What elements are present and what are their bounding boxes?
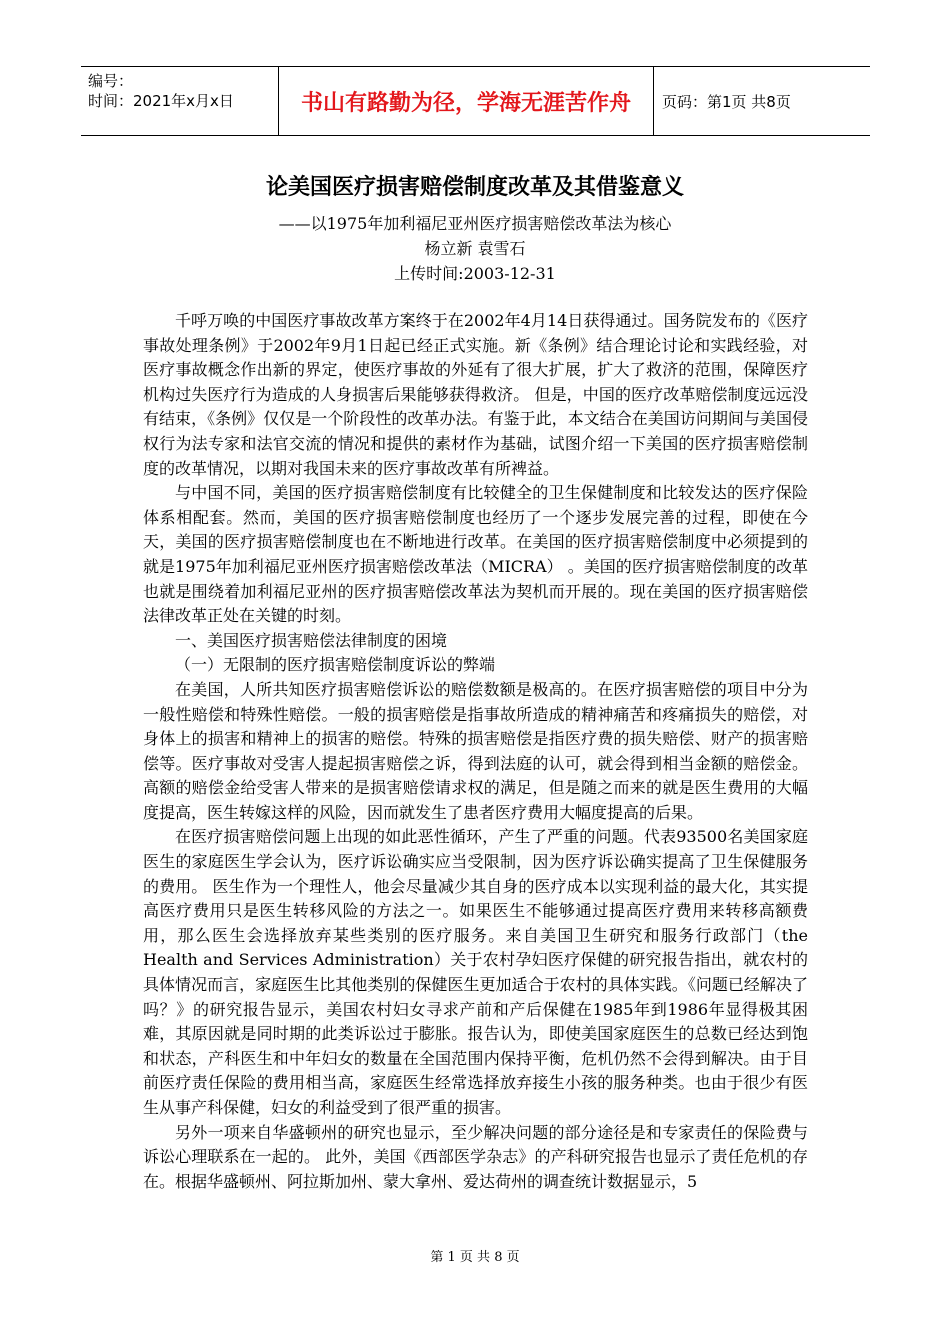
article-authors: 杨立新 袁雪石 <box>424 239 526 258</box>
paragraph: 与中国不同，美国的医疗损害赔偿制度有比较健全的卫生保健制度和比较发达的医疗保险体系相配套。然而，美国的医疗损害赔偿制度也经历了一个逐步发展完善的过程，即使在今天，美国的医疗损害赔偿制度也在不断地进行改革。在美国的医疗损害赔偿制度中必须提到的就是1975年加利福尼亚州医疗损害赔偿改革法（MICRA） 。美国的医疗损害赔偿制度的改革也就是围绕着加利福尼亚州的医疗损害赔偿改革法为契机而开展的。现在美国的医疗损害赔偿法律改革正处在关键的时刻。 <box>143 483 808 626</box>
time-label: 时间：2021年x月x日 <box>88 92 234 110</box>
subsection-heading: （一）无限制的医疗损害赔偿制度诉讼的弊端 <box>175 655 496 675</box>
article-body <box>143 309 808 1194</box>
paragraph: 在医疗损害赔偿问题上出现的如此恶性循环，产生了严重的问题。代表93500名美国家庭医生的家庭医生学会认为，医疗诉讼确实应当受限制，因为医疗诉讼确实提高了卫生保健服务的费用。 医生作为一个理性人，他会尽量减少其自身的医疗成本以实现利益的最大化，其实提高医疗费用只是医生转移风险的方法之一。如果医生不能够通过提高医疗费用来转移高额费用，那么医生会选择放弃某些类别的医疗服务。来自美国卫生研究和服务行政部门（the Health and Services Administration）关于农村孕妇医疗保健的研究报告指出，就农村的具体情况而言，家庭医生比其他类别的保健医生更加适合于农村的具体实践。《问题已经解决了吗？》的研究报告显示，美国农村妇女寻求产前和产后保健在1985年到1986年显得极其困难，其原因就是同时期的此类诉讼过于膨胀。报告认为，即使美国家庭医生的总数已经达到饱和状态，产科医生和中年妇女的数量在全国范围内保持平衡，危机仍然不会得到解决。由于目前医疗责任保险的费用相当高，家庭医生经常选择放弃接生小孩的服务种类。也由于很少有医生从事产科保健，妇女的利益受到了很严重的损害。 <box>143 827 808 1117</box>
article-subtitle: ——以1975年加利福尼亚州医疗损害赔偿改革法为核心 <box>278 214 672 233</box>
header-page-label: 页码：第1页 共8页 <box>662 92 791 111</box>
page-header <box>81 66 870 136</box>
header-meta <box>81 67 278 135</box>
upload-time: 上传时间:2003-12-31 <box>394 264 556 283</box>
header-motto: 书山有路勤为径，学海无涯苦作舟 <box>278 67 654 135</box>
paragraph: 另外一项来自华盛顿州的研究也显示，至少解决问题的部分途径是和专家责任的保险费与诉讼心理联系在一起的。 此外，美国《西部医学杂志》的产科研究报告也显示了责任危机的存在。根据华盛顿州、阿拉斯加州、蒙大拿州、爱达荷州的调查统计数据显示，5 <box>143 1122 808 1191</box>
article-title: 论美国医疗损害赔偿制度改革及其借鉴意义 <box>265 174 684 200</box>
paragraph: 千呼万唤的中国医疗事故改革方案终于在2002年4月14日获得通过。国务院发布的《医疗事故处理条例》于2002年9月1日起已经正式实施。新《条例》结合理论讨论和实践经验，对医疗事故概念作出新的界定，使医疗事故的外延有了很大扩展，扩大了救济的范围，保障医疗机构过失医疗行为造成的人身损害后果能够获得救济。 但是，中国的医疗改革赔偿制度远远没有结束，《条例》仅仅是一个阶段性的改革办法。有鉴于此，本文结合在美国访问期间与美国侵权行为法专家和法官交流的情况和提供的素材作为基础，试图介绍一下美国的医疗损害赔偿制度的改革情况，以期对我国未来的医疗事故改革有所裨益。 <box>143 311 808 478</box>
paragraph: 在美国，人所共知医疗损害赔偿诉讼的赔偿数额是极高的。在医疗损害赔偿的项目中分为一般性赔偿和特殊性赔偿。一般的损害赔偿是指事故所造成的精神痛苦和疼痛损失的赔偿，对身体上的损害和精神上的损害的赔偿。特殊的损害赔偿是指医疗费的损失赔偿、财产的损害赔偿等。医疗事故对受害人提起损害赔偿之诉，得到法庭的认可，就会得到相当金额的赔偿金。高额的赔偿金给受害人带来的是损害赔偿请求权的满足，但是随之而来的就是医生费用的大幅度提高，医生转嫁这样的风险，因而就发生了患者医疗费用大幅度提高的后果。 <box>143 679 808 822</box>
number-label: 编号： <box>88 72 134 90</box>
page-footer: 第 1 页 共 8 页 <box>430 1250 520 1265</box>
section-heading: 一、美国医疗损害赔偿法律制度的困境 <box>175 630 448 650</box>
